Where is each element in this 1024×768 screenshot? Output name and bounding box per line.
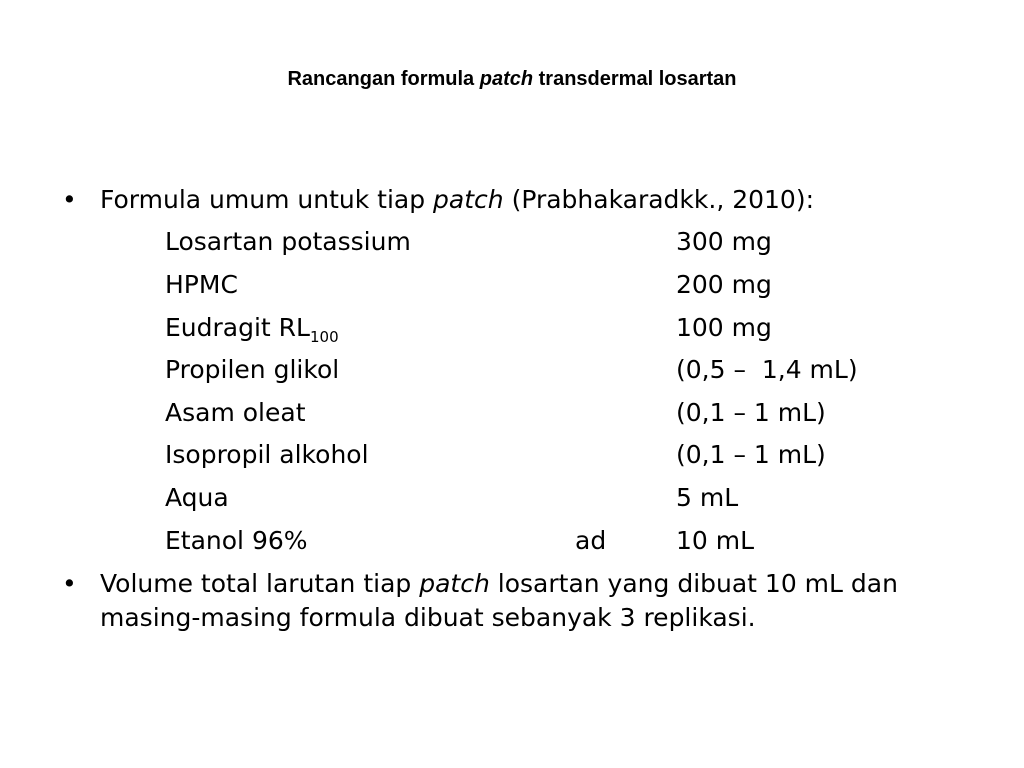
slide-title [0,66,1024,92]
formula-ingredient-amount: (0,1 – 1 mL) [676,398,826,427]
formula-ingredient-name: Propilen glikol [165,355,340,384]
title-text-part2: transdermal losartan [533,68,737,90]
formula-ingredient-amount: 5 mL [676,483,739,512]
formula-ingredient-amount: (0,5 – 1,4 mL) [676,355,858,384]
bullet-symbol: • [62,569,77,598]
formula-ingredient-name: Etanol 96% [165,526,308,555]
bullet-text-part1: Volume total larutan tiap [100,569,420,598]
formula-ingredient-name: Aqua [165,483,229,512]
formula-ingredient-subscript: 100 [309,328,339,346]
bullet-formula-intro [62,183,980,217]
title-text-part1: Rancangan formula [287,68,480,90]
formula-ingredient-amount: (0,1 – 1 mL) [676,440,826,469]
formula-ad-label: ad [575,526,607,555]
formula-ingredient-amount: 100 mg [676,313,772,342]
formula-ingredient-name: Losartan potassium [165,227,411,256]
bullet-volume-note [62,567,980,635]
formula-ingredient-name-with-subscript [165,311,339,345]
formula-ingredient-amount: 10 mL [676,526,755,555]
formula-ingredient-amount: 200 mg [676,270,772,299]
bullet-text-part2: losartan yang dibuat 10 mL dan masing-masing formula dibuat sebanyak 3 replikasi. [100,569,898,632]
formula-ingredient-name: HPMC [165,270,238,299]
bullet-text-part1: Formula umum untuk tiap [100,185,434,214]
bullet-text-part2: (Prabhakaradkk., 2010): [503,185,815,214]
formula-ingredient-name: Isopropil alkohol [165,440,369,469]
formula-ingredient-name: Eudragit RL [165,313,310,342]
bullet-text-italic: patch [419,569,490,598]
formula-ingredient-name: Asam oleat [165,398,306,427]
bullet-text-italic: patch [433,185,504,214]
formula-ingredient-amount: 300 mg [676,227,772,256]
title-text-italic: patch [479,68,534,90]
bullet-symbol: • [62,185,77,214]
